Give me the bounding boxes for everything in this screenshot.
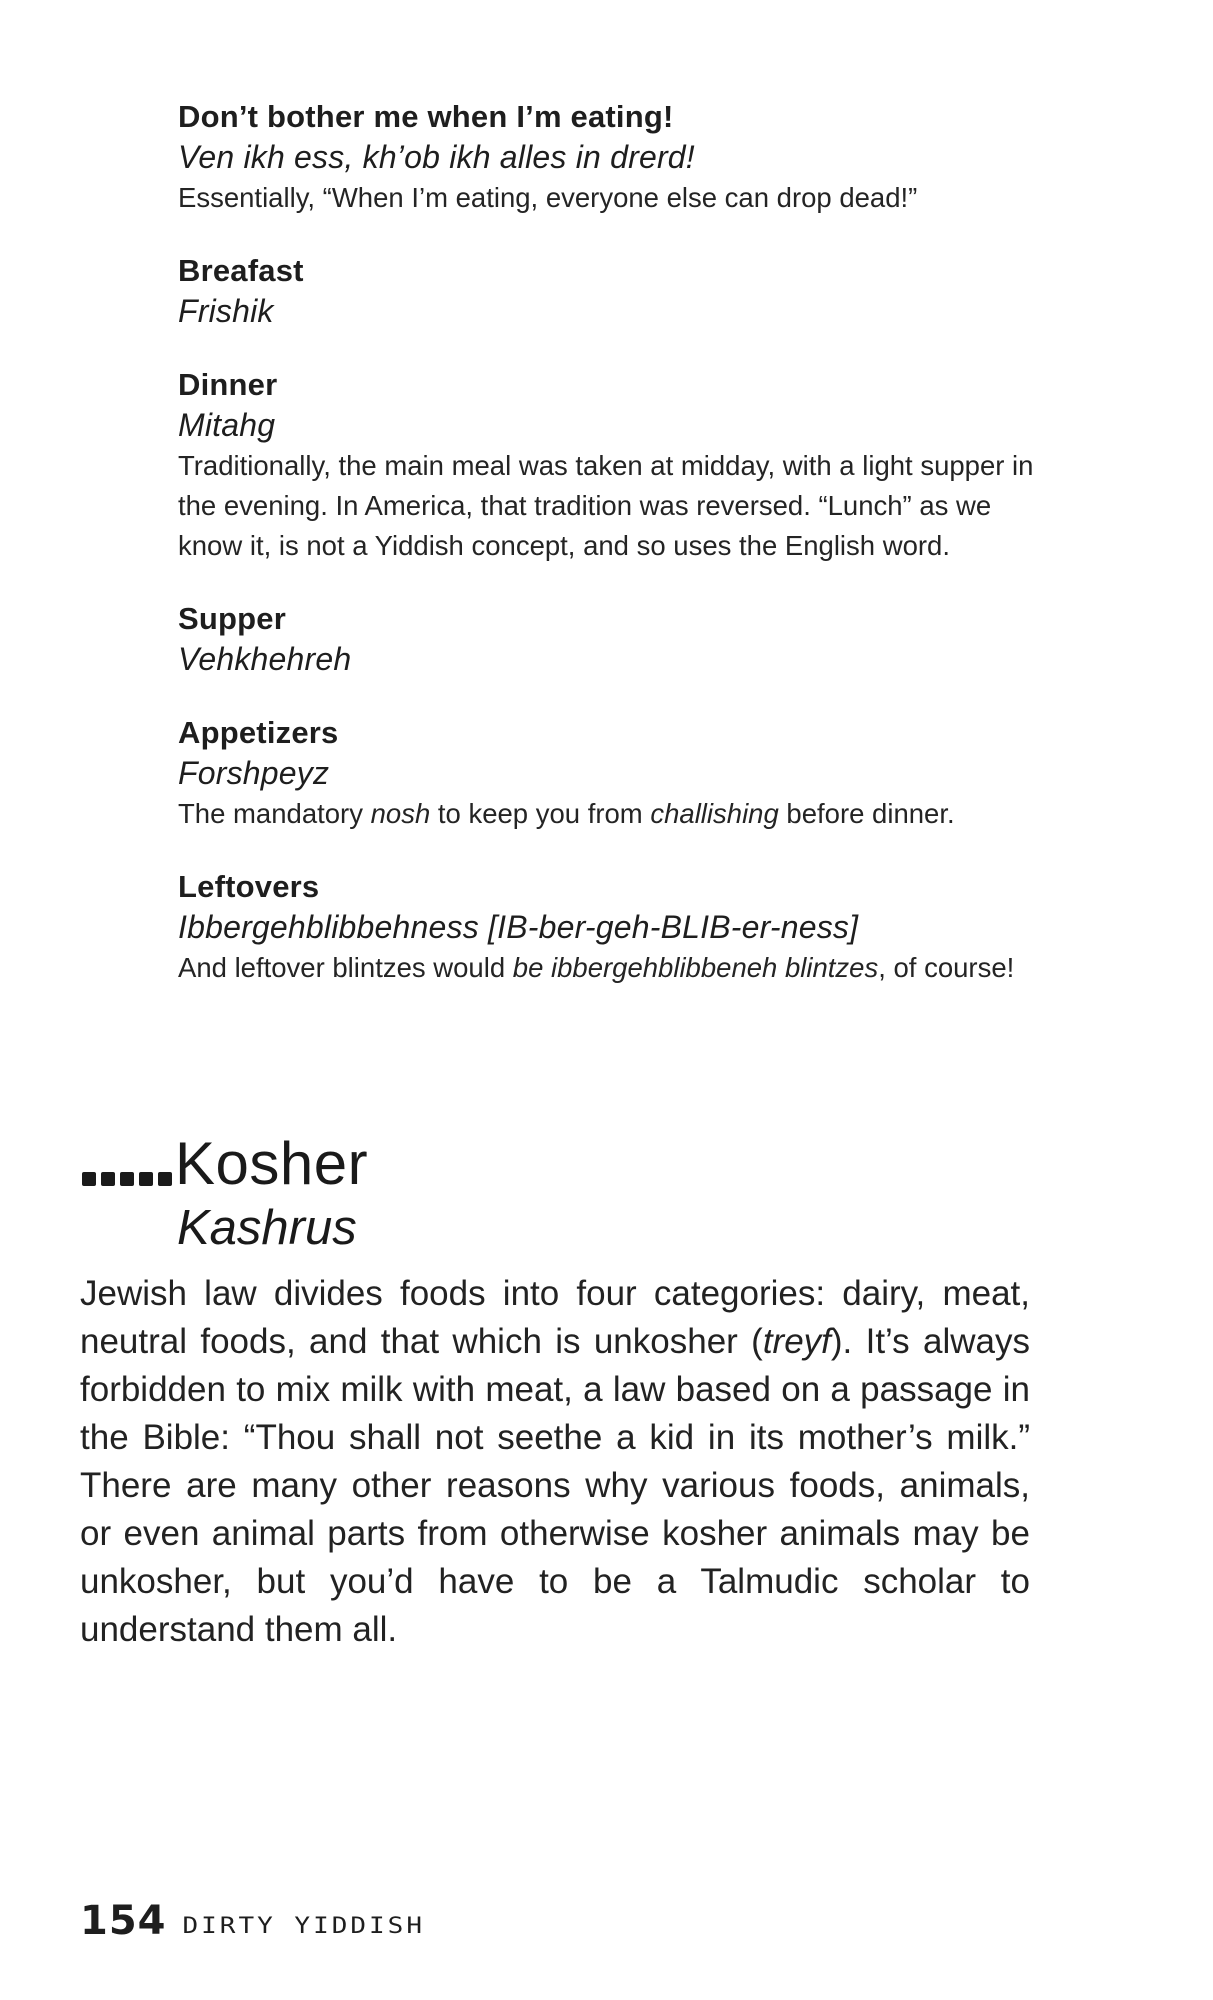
page-footer (80, 1898, 425, 1948)
section-bullet-dots-icon (82, 1172, 174, 1186)
entry-appetizers (178, 712, 1058, 834)
section-heading (80, 1130, 1040, 1262)
entry-supper (178, 598, 1058, 680)
running-title: DIRTY YIDDISH (182, 1913, 425, 1939)
entry-term: Appetizers (178, 715, 339, 750)
yiddish-word: treyf (762, 1322, 831, 1361)
entry-note: And leftover blintzes would be ibbergehblibbeneh blintzes, of course! (178, 952, 1015, 983)
entry-yiddish: Forshpeyz (178, 755, 330, 791)
entry-term: Breafast (178, 253, 304, 288)
entry-leftovers (178, 866, 1058, 988)
entry-yiddish: Mitahg (178, 407, 276, 443)
entry-note: The mandatory nosh to keep you from challishing before dinner. (178, 798, 955, 829)
yiddish-word: challishing (650, 798, 779, 829)
entry-term: Don’t bother me when I’m eating! (178, 99, 674, 134)
entry-yiddish: Ven ikh ess, kh’ob ikh alles in drerd! (178, 139, 695, 175)
entry-dinner (178, 364, 1058, 566)
entry-term: Leftovers (178, 869, 320, 904)
yiddish-phrase: be ibbergehblibbeneh blintzes (512, 952, 879, 983)
entry-yiddish: Vehkhehreh (178, 641, 352, 677)
entry-yiddish: Frishik (178, 293, 274, 329)
section-title: Kosher (175, 1130, 369, 1197)
yiddish-word: nosh (370, 798, 431, 829)
entry-breakfast (178, 250, 1058, 332)
vocabulary-list (178, 96, 1058, 1020)
section-body: Jewish law divides foods into four categories: dairy, meat, neutral foods, and that which is unkosher (treyf). It’s always forbidden to mix milk with meat, a law based on a passage in the Bible: “Thou shall not seethe a kid in its mother’s milk.” There are many other reasons why various foods, animals, or even animal parts from otherwise kosher animals may be unkosher, but you’d have to be a Talmudic scholar to understand them all. (80, 1274, 1030, 1649)
section-subtitle: Kashrus (177, 1201, 357, 1255)
page-number: 154 (80, 1898, 167, 1944)
kosher-section (80, 1130, 1040, 1654)
entry-term: Dinner (178, 367, 278, 402)
entry-dont-bother-me (178, 96, 1058, 218)
entry-note: Traditionally, the main meal was taken at midday, with a light supper in the evening. In America, that tradition was reversed. “Lunch” as we know it, is not a Yiddish concept, and so uses the English word. (178, 450, 1034, 561)
entry-term: Supper (178, 601, 286, 636)
entry-yiddish: Ibbergehblibbehness [IB-ber-geh-BLIB-er-ness] (178, 909, 859, 945)
entry-note: Essentially, “When I’m eating, everyone else can drop dead!” (178, 182, 918, 213)
